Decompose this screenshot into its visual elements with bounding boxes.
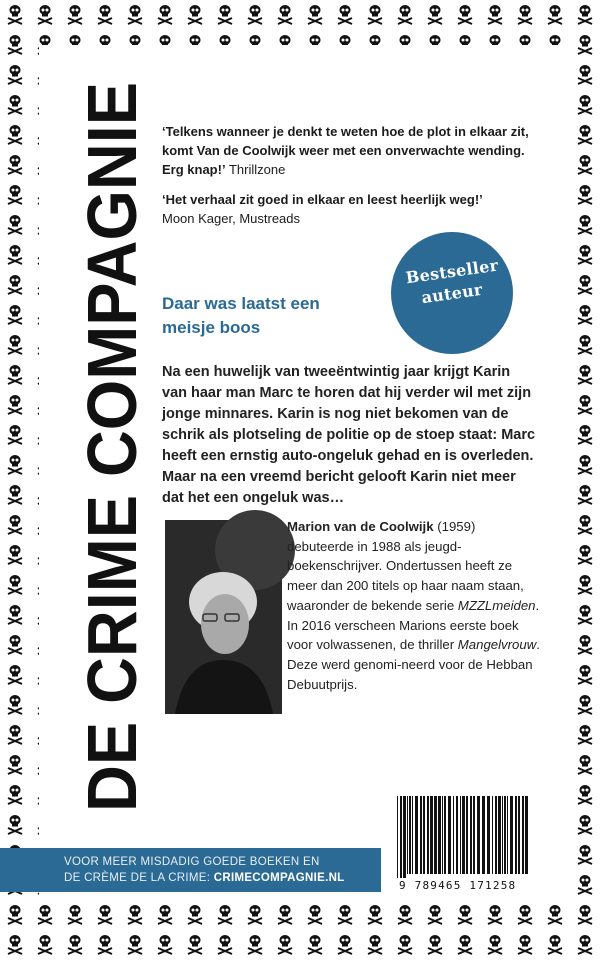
barcode-bar xyxy=(522,796,524,874)
publisher-promo-banner xyxy=(0,848,381,892)
barcode-bar xyxy=(510,796,513,874)
barcode-bar xyxy=(470,796,472,874)
book-blurb: Na een huwelijk van tweeëntwintig jaar krijgt Karin van haar man Marc te horen dat hij verder wil met zijn jonge minnares. Karin is nog niet bekomen van de schrik als plotseling de politie op de stoep staat: Marc heeft een ernstig auto-ongeluk gehad en is overleden. Maar na een vreemd bericht gelooft Karin niet meer dat het een ongeluk was… xyxy=(162,364,536,506)
barcode-bar xyxy=(427,796,429,874)
barcode-bar xyxy=(507,796,508,874)
book-subtitle xyxy=(162,292,412,340)
barcode-bar xyxy=(487,796,490,874)
barcode-bar xyxy=(504,796,506,874)
series-title-text: DE CRIME COMPAGNIE xyxy=(73,23,151,812)
barcode-bar xyxy=(403,796,406,878)
barcode-bar xyxy=(448,796,451,874)
series-title xyxy=(73,23,151,818)
barcode-bar xyxy=(442,796,443,874)
barcode-bar xyxy=(462,796,465,874)
barcode-bar xyxy=(466,796,468,874)
promo-line-2 xyxy=(64,872,345,884)
publisher-website-link[interactable]: CRIMECOMPAGNIE.NL xyxy=(213,872,345,884)
barcode-bar xyxy=(400,796,402,878)
barcode-bar xyxy=(495,796,497,874)
barcode-bar xyxy=(434,796,437,874)
barcode-bar xyxy=(492,796,493,874)
barcode-bar xyxy=(473,796,475,874)
barcode-bar xyxy=(415,796,418,874)
review-quote-2-source: Moon Kager, Mustreads xyxy=(162,211,301,226)
isbn-number: 9 789465 171258 xyxy=(399,879,517,892)
author-bio-part-3: . Deze werd genomi-neerd voor de Hebban Debuutprijs. xyxy=(287,637,540,692)
review-quote-1-text: ‘Telkens wanneer je denkt te weten hoe de plot in elkaar zit, komt Van de Coolwijk weer met een onverwachte wending. Erg knap!’ xyxy=(162,124,529,177)
promo-line-2-prefix: DE CRÈME DE LA CRIME: xyxy=(64,872,214,884)
barcode-bar xyxy=(423,796,425,874)
review-quote-1 xyxy=(162,122,534,179)
barcode-bar xyxy=(502,796,503,874)
barcode-bar xyxy=(525,796,528,874)
barcode-bar xyxy=(397,796,398,878)
barcode-bar xyxy=(456,796,458,874)
barcode-bar xyxy=(460,796,461,874)
badge-line-1: Bestseller xyxy=(404,255,500,288)
barcode-bar xyxy=(477,796,480,874)
author-first-book: Mangelvrouw xyxy=(457,637,537,653)
review-quote-2 xyxy=(162,190,534,228)
barcode-bar xyxy=(409,796,411,874)
isbn-barcode xyxy=(393,796,533,888)
barcode-bar xyxy=(498,796,501,874)
promo-line-1: VOOR MEER MISDADIG GOEDE BOEKEN EN xyxy=(64,856,320,868)
author-series: MZZLmeiden xyxy=(457,597,536,613)
author-bio xyxy=(287,517,543,694)
barcode-bar xyxy=(407,796,408,874)
author-photo xyxy=(165,520,282,714)
author-bio-part-2: . In 2016 verscheen Marions eerste boek voor volwassenen, de thriller xyxy=(287,597,540,653)
review-quote-1-source: Thrillzone xyxy=(228,162,286,177)
barcode-bar xyxy=(438,796,441,874)
badge-line-2: auteur xyxy=(420,279,484,308)
barcode-bar xyxy=(518,796,520,874)
barcode-bar xyxy=(430,796,433,874)
subtitle-line-1: Daar was laatst een xyxy=(162,294,320,313)
barcode-bar xyxy=(420,796,422,874)
review-quote-2-text: ‘Het verhaal zit goed in elkaar en leest heerlijk weg!’ xyxy=(162,192,483,207)
author-bio-part-1: (1959) debuteerde in 1988 als jeugd-boekenschrijver. Ondertussen heeft ze meer dan 200 titels op haar naam staan, waaronder de bekende serie xyxy=(287,519,524,613)
barcode-bar xyxy=(482,796,485,874)
barcode-bar xyxy=(444,796,446,874)
barcode-bar xyxy=(412,796,413,874)
barcode-bar xyxy=(453,796,454,874)
author-name: Marion van de Coolwijk xyxy=(287,519,434,534)
subtitle-line-2: meisje boos xyxy=(162,318,261,337)
barcode-bar xyxy=(515,796,517,874)
